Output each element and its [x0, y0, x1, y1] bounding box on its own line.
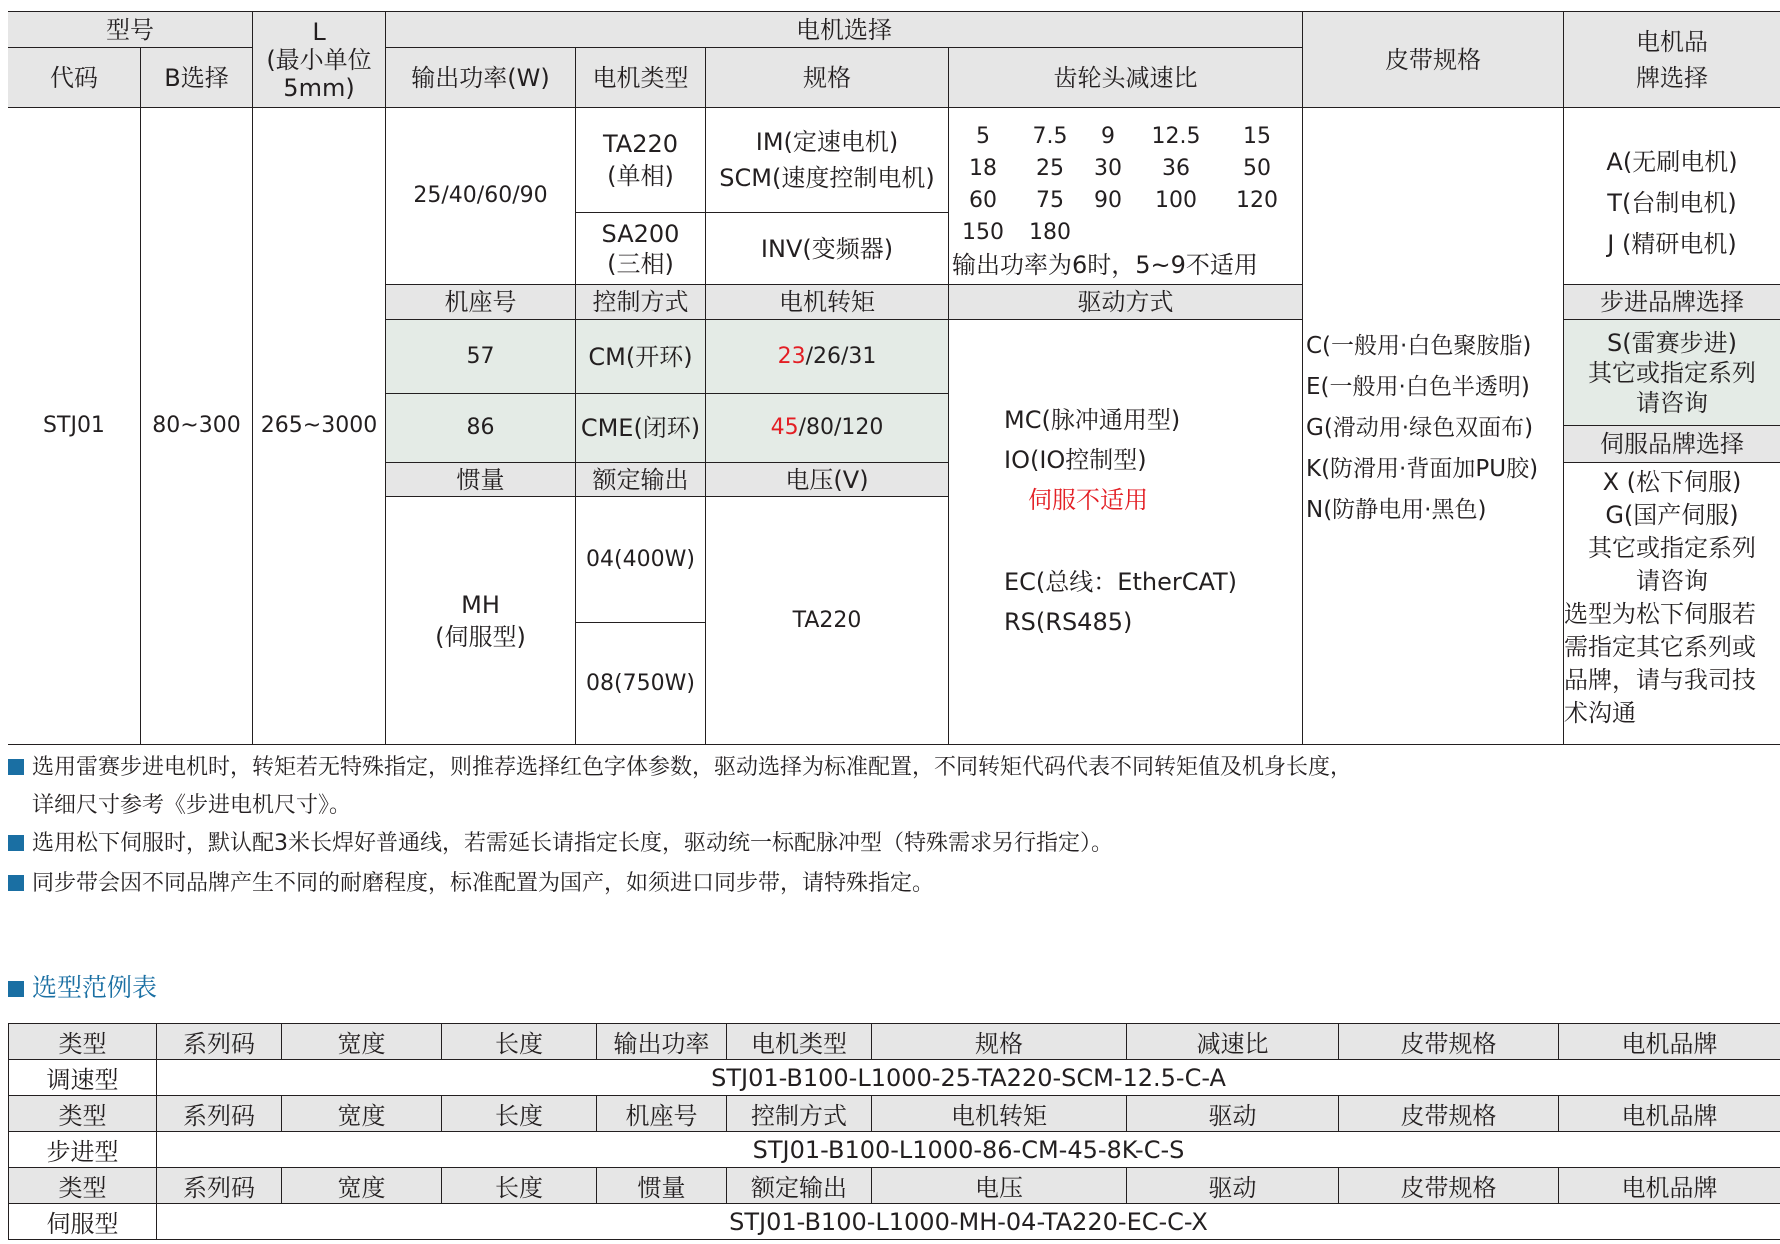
ratio-value: 9: [1101, 124, 1115, 149]
ratio-value: 60: [969, 188, 997, 213]
servo-brand-g: G(国产伺服): [1605, 501, 1739, 529]
header-frame: 机座号: [444, 288, 517, 316]
mh-line2: (伺服型): [435, 622, 526, 651]
example-header-cell: 系列码: [157, 1168, 282, 1204]
belt-list: [1306, 326, 1562, 531]
inertia-mh: [386, 497, 575, 744]
belt-e: E(一般用·白色半透明): [1306, 374, 1530, 400]
servo-brand: [1564, 466, 1780, 730]
ta220-line1: TA220: [602, 130, 679, 158]
example-header-cell: 长度: [442, 1024, 597, 1060]
header-motor-type: 电机类型: [592, 63, 689, 92]
example-type: 调速型: [9, 1060, 157, 1096]
ratio-value: 7.5: [1032, 124, 1068, 149]
spec-ta220: [706, 108, 948, 212]
header-belt: 皮带规格: [1385, 45, 1481, 74]
notes: [8, 753, 1778, 907]
ratio-value: 25: [1036, 156, 1064, 181]
example-header-cell: 系列码: [157, 1024, 282, 1060]
example-header-cell: 驱动: [1127, 1168, 1339, 1204]
example-code: STJ01-B100-L1000-25-TA220-SCM-12.5-C-A: [157, 1060, 1780, 1096]
power-value: 25/40/60/90: [413, 183, 548, 208]
header-stepper-brand: 步进品牌选择: [1600, 288, 1744, 316]
example-header-cell: 规格: [872, 1024, 1127, 1060]
example-header-cell: 电压: [872, 1168, 1127, 1204]
example-header-cell: 宽度: [282, 1024, 442, 1060]
example-header-row-1: [9, 1024, 1780, 1060]
example-header-row-2: [9, 1096, 1780, 1132]
header-servo-brand: 伺服品牌选择: [1600, 430, 1744, 458]
example-header-cell: 电机品牌: [1559, 1024, 1780, 1060]
header-l-line1: L: [312, 17, 326, 46]
belt-n: N(防静电用·黑色): [1306, 497, 1487, 523]
torque-86-recommended: 45: [770, 415, 799, 440]
control-cm: CM(开环): [588, 342, 693, 371]
example-header-cell: 输出功率: [597, 1024, 727, 1060]
example-header-cell: 电机类型: [727, 1024, 872, 1060]
ratio-block: [952, 122, 1302, 280]
example-header-cell: 类型: [9, 1096, 157, 1132]
servo-note-3: 品牌，请与我司技: [1564, 666, 1756, 694]
servo-note-4: 术沟通: [1564, 699, 1636, 727]
header-l-line2: (最小单位: [266, 45, 372, 74]
header-drive: 驱动方式: [1077, 288, 1174, 316]
ratio-note: 输出功率为6时，5~9不适用: [952, 251, 1258, 279]
servo-brand-other2: 请咨询: [1636, 567, 1708, 595]
drive-io: IO(IO控制型): [1004, 446, 1147, 474]
header-ratio: 齿轮头减速比: [1053, 63, 1198, 92]
note-2-text: 选用松下伺服时，默认配3米长焊好普通线，若需延长请指定长度，驱动统一标配脉冲型（特殊需求另行指定）。: [32, 831, 1114, 856]
example-header-cell: 系列码: [157, 1096, 282, 1132]
b-range-value: 80~300: [152, 413, 241, 438]
spec-inv: INV(变频器): [760, 234, 894, 263]
stepper-brand: [1564, 320, 1780, 425]
header-brand-line1: 电机品: [1636, 27, 1708, 56]
header-b: B选择: [164, 63, 229, 92]
drive-ec: EC(总线：EtherCAT): [1004, 568, 1238, 596]
example-header-cell: 宽度: [282, 1168, 442, 1204]
frame-57: 57: [466, 343, 495, 369]
sa200-line1: SA200: [601, 219, 680, 248]
header-control: 控制方式: [592, 288, 689, 316]
ratio-value: 150: [962, 220, 1004, 245]
torque-57-recommended: 23: [777, 343, 806, 369]
servo-brand-x: X (松下伺服): [1602, 468, 1742, 496]
ratio-value: 50: [1243, 156, 1271, 181]
code-value: STJ01: [43, 413, 105, 438]
rated-08: 08(750W): [586, 670, 695, 696]
torque-86-rest: /80/120: [798, 415, 884, 440]
example-header-cell: 驱动: [1127, 1096, 1339, 1132]
example-code: STJ01-B100-L1000-MH-04-TA220-EC-C-X: [157, 1204, 1780, 1240]
header-l-line3: 5mm): [283, 73, 355, 102]
ratio-row-4: [952, 218, 1302, 250]
example-header-cell: 惯量: [597, 1168, 727, 1204]
belt-g: G(滑动用·绿色双面布): [1306, 415, 1534, 441]
torque-57-rest: /26/31: [805, 343, 877, 369]
note-1-cont: 详细尺寸参考《步进电机尺寸》。: [32, 793, 352, 818]
brand-a: A(无刷电机): [1606, 148, 1738, 176]
example-header-cell: 机座号: [597, 1096, 727, 1132]
ratio-value: 30: [1094, 156, 1122, 181]
header-l: [253, 12, 385, 107]
ratio-value: 15: [1243, 124, 1271, 149]
example-header-cell: 电机品牌: [1559, 1168, 1780, 1204]
example-header-cell: 类型: [9, 1024, 157, 1060]
example-title: [8, 968, 157, 1004]
rated-04: 04(400W): [586, 546, 695, 572]
ta220-line2: (单相): [607, 162, 674, 190]
example-row-stepper: [9, 1132, 1780, 1168]
spec-scm: SCM(速度控制电机): [719, 164, 935, 192]
example-header-cell: 额定输出: [727, 1168, 872, 1204]
note-2: [8, 829, 1778, 869]
note-1: [8, 753, 1778, 791]
example-row-servo: [9, 1204, 1780, 1240]
ratio-value: 18: [969, 156, 997, 181]
ratio-row-2: [952, 154, 1302, 186]
example-header-row-3: [9, 1168, 1780, 1204]
ratio-value: 75: [1036, 188, 1064, 213]
example-header-cell: 电机转矩: [872, 1096, 1127, 1132]
example-header-cell: 皮带规格: [1339, 1168, 1559, 1204]
example-type: 步进型: [9, 1132, 157, 1168]
motor-type-sa200: [576, 213, 705, 284]
bullet-square-icon: [8, 835, 24, 851]
example-header-cell: 减速比: [1127, 1024, 1339, 1060]
example-header-cell: 宽度: [282, 1096, 442, 1132]
ratio-value: 36: [1162, 156, 1190, 181]
example-header-cell: 皮带规格: [1339, 1096, 1559, 1132]
sa200-line2: (三相): [607, 249, 674, 278]
spec-im: IM(定速电机): [755, 128, 899, 156]
ratio-value: 12.5: [1151, 124, 1201, 149]
stepper-brand-other1: 其它或指定系列: [1588, 358, 1756, 387]
bullet-square-icon: [8, 759, 24, 775]
ratio-row-1: [952, 122, 1302, 154]
header-inertia: 惯量: [456, 465, 505, 494]
stepper-brand-other2: 请咨询: [1636, 388, 1708, 417]
header-voltage: 电压(V): [785, 465, 869, 494]
servo-note-2: 需指定其它系列或: [1564, 633, 1756, 661]
ratio-row-3: [952, 186, 1302, 218]
header-brand: [1564, 12, 1780, 107]
header-brand-line2: 牌选择: [1636, 63, 1708, 92]
header-power: 输出功率(W): [411, 63, 550, 92]
header-model: 型号: [106, 15, 154, 44]
control-cme: CME(闭环): [580, 414, 701, 442]
stepper-brand-s: S(雷赛步进): [1607, 328, 1737, 357]
drive-mc: MC(脉冲通用型): [1004, 406, 1181, 434]
header-motor-select: 电机选择: [796, 15, 892, 44]
header-spec: 规格: [803, 63, 851, 92]
voltage-value: TA220: [792, 607, 862, 633]
servo-brand-other1: 其它或指定系列: [1588, 534, 1756, 562]
servo-note-1: 选型为松下伺服若: [1564, 600, 1756, 628]
mh-line1: MH: [461, 590, 500, 619]
frame-86: 86: [466, 415, 495, 440]
example-header-cell: 长度: [442, 1168, 597, 1204]
header-code: 代码: [50, 63, 98, 92]
note-3-text: 同步带会因不同品牌产生不同的耐磨程度，标准配置为国产，如须进口同步带，请特殊指定。: [32, 871, 935, 896]
belt-c: C(一般用·白色聚胺脂): [1306, 333, 1532, 359]
example-code: STJ01-B100-L1000-86-CM-45-8K-C-S: [157, 1132, 1780, 1168]
example-header-cell: 皮带规格: [1339, 1024, 1559, 1060]
header-rated: 额定输出: [592, 465, 689, 494]
torque-57: [706, 320, 948, 393]
l-range-value: 265~3000: [260, 413, 378, 438]
belt-k: K(防滑用·背面加PU胶): [1306, 456, 1539, 482]
example-row-speed: [9, 1060, 1780, 1096]
example-header-cell: 控制方式: [727, 1096, 872, 1132]
bullet-square-icon: [8, 875, 24, 891]
drive-list: [1004, 400, 1300, 642]
ratio-value: 120: [1236, 188, 1278, 213]
brand-j: J (精研电机): [1607, 230, 1737, 258]
example-type: 伺服型: [9, 1204, 157, 1240]
drive-note: 伺服不适用: [1028, 486, 1148, 514]
torque-86: [706, 394, 948, 462]
example-header-cell: 长度: [442, 1096, 597, 1132]
bullet-square-icon: [8, 981, 24, 997]
header-torque: 电机转矩: [779, 288, 875, 316]
example-table: [8, 1023, 1780, 1240]
motor-type-ta220: [576, 108, 705, 212]
ratio-value: 90: [1094, 188, 1122, 213]
example-header-cell: 类型: [9, 1168, 157, 1204]
ratio-value: 180: [1029, 220, 1071, 245]
ratio-value: 100: [1155, 188, 1197, 213]
drive-rs: RS(RS485): [1004, 608, 1133, 636]
ratio-value: 5: [976, 124, 990, 149]
note-1-text: 选用雷赛步进电机时，转矩若无特殊指定，则推荐选择红色字体参数，驱动选择为标准配置，不同转矩代码代表不同转矩值及机身长度，: [32, 755, 1353, 780]
example-title-text: 选型范例表: [32, 973, 158, 1002]
example-header-cell: 电机品牌: [1559, 1096, 1780, 1132]
brand-t: T(台制电机): [1607, 189, 1737, 217]
brand-list: [1564, 142, 1780, 265]
note-3: [8, 869, 1778, 907]
